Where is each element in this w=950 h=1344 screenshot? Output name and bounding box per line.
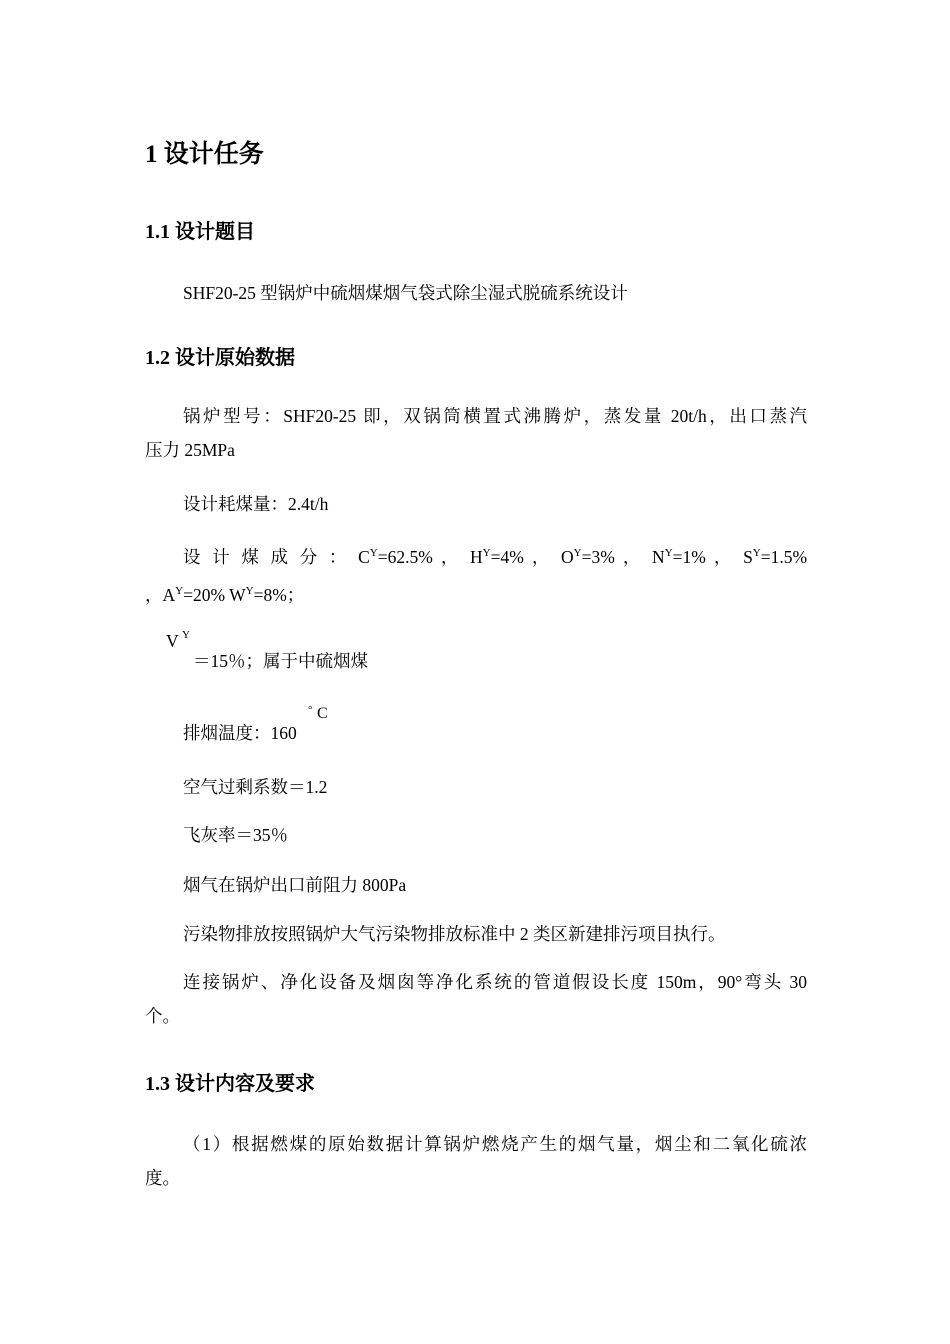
fly-ash-rate-text: 飞灰率＝35％ xyxy=(183,825,288,845)
subsection-heading-1-3: 1.3 设计内容及要求 xyxy=(145,1073,315,1095)
volatile-superscript: Y xyxy=(182,629,190,641)
volatile-value-text: ＝15％；属于中硫烟煤 xyxy=(193,651,368,671)
coal-consumption-text: 设计耗煤量：2.4t/h xyxy=(183,494,329,514)
coal-composition-line-2 xyxy=(145,571,807,615)
oxygen-value: $O^Y=3\%$ xyxy=(561,547,615,567)
requirement-item-1 xyxy=(145,1124,807,1198)
moisture-value: $^Y$=8%； xyxy=(245,585,305,605)
exhaust-temperature-text: 排烟温度：160 xyxy=(183,723,297,743)
pipe-length-line-1: 连接锅炉、净化设备及烟囱等净化系统的管道假设长度 150m，90°弯头 30 xyxy=(183,972,807,992)
outlet-resistance-text: 烟气在锅炉出口前阻力 800Pa xyxy=(183,875,407,895)
degree-symbol: ° xyxy=(308,704,313,716)
volatile-symbol: V xyxy=(166,631,179,651)
hydrogen-value: $H^Y=4\%$ xyxy=(470,547,524,567)
carbon-value: $C^Y=62.5\%$ xyxy=(358,547,433,567)
subsection-heading-1-1: 1.1 设计题目 xyxy=(145,221,255,243)
boiler-model-line-1: 锅炉型号：SHF20-25 即，双锅筒横置式沸腾炉，蒸发量 20t/h，出口蒸汽 xyxy=(183,406,807,426)
celsius-unit: C xyxy=(317,705,328,722)
pipe-length-paragraph xyxy=(145,962,807,1036)
composition-label: 设 计 煤 成 分 ： xyxy=(183,547,351,567)
pipe-length-line-2: 个。 xyxy=(145,1006,180,1026)
boiler-model-line-2: 压力 25MPa xyxy=(145,440,235,460)
boiler-model-paragraph xyxy=(145,396,807,470)
coal-composition-line-1: 设 计 煤 成 分 ： $C^Y=62.5\%$ ， $H^Y=4\%$ ， $O^Y=3\%$ ， $N^Y=1\%$ ， $S^Y=1.5\%$ xyxy=(183,547,808,567)
section-heading: 1 设计任务 xyxy=(145,141,264,168)
nitrogen-value: $N^Y=1\%$ xyxy=(652,547,706,567)
air-excess-coefficient-text: 空气过剩系数＝1.2 xyxy=(183,777,328,797)
design-topic-text: SHF20-25 型锅炉中硫烟煤烟气袋式除尘湿式脱硫系统设计 xyxy=(183,283,628,303)
subsection-heading-1-2: 1.2 设计原始数据 xyxy=(145,347,295,369)
requirement-item-1-line-1: （1）根据燃煤的原始数据计算锅炉燃烧产生的烟气量，烟尘和二氧化硫浓 xyxy=(183,1134,807,1154)
sulfur-value: $S^Y=1.5\%$ xyxy=(743,547,808,567)
requirement-item-1-line-2: 度。 xyxy=(145,1168,180,1188)
coal-composition-paragraph xyxy=(145,533,807,615)
emission-standard-text: 污染物排放按照锅炉大气污染物排放标准中 2 类区新建排污项目执行。 xyxy=(183,924,726,944)
ash-value: ，$A^Y=20\%$ W xyxy=(145,585,246,605)
